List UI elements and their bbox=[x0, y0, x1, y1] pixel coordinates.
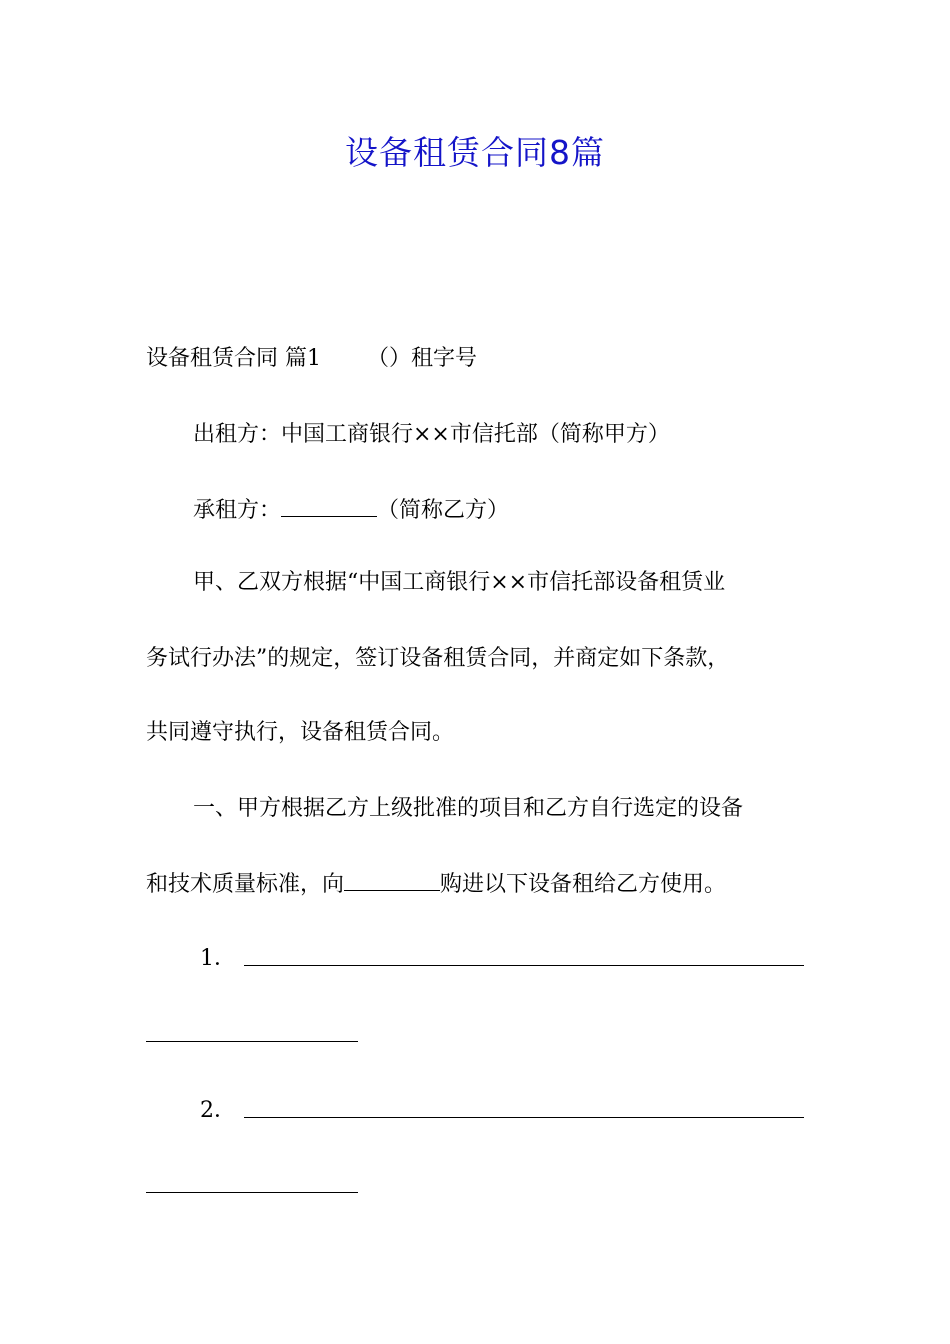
item-blank-line bbox=[244, 1117, 804, 1118]
item-number: 2． bbox=[200, 1098, 236, 1123]
document-title: 设备租赁合同8篇 bbox=[345, 133, 605, 172]
supplier-blank bbox=[344, 868, 440, 891]
lessee-suffix: （简称乙方） bbox=[377, 498, 510, 523]
item-number: 1． bbox=[200, 946, 236, 971]
paragraph-line: 甲、乙双方根据“中国工商银行××市信托部设备租赁业 bbox=[193, 570, 726, 595]
item-blank-line bbox=[244, 965, 804, 966]
paragraph-line: 共同遵守执行，设备租赁合同。 bbox=[146, 720, 455, 745]
clause-text-a: 和技术质量标准，向 bbox=[146, 872, 345, 897]
contract-header-left: 设备租赁合同 篇1 bbox=[146, 346, 321, 371]
paragraph-line: 务试行办法”的规定，签订设备租赁合同，并商定如下条款， bbox=[146, 646, 730, 671]
clause-line bbox=[146, 868, 726, 900]
lessee-blank bbox=[281, 494, 377, 517]
item-blank-line bbox=[146, 1192, 358, 1193]
lessee-line bbox=[193, 494, 509, 526]
contract-number-label: （）租字号 bbox=[367, 346, 478, 371]
contract-header-line bbox=[146, 344, 477, 374]
lessor-line: 出租方：中国工商银行××市信托部（简称甲方） bbox=[193, 422, 670, 447]
lessee-label: 承租方： bbox=[193, 498, 282, 523]
clause-line: 一、甲方根据乙方上级批准的项目和乙方自行选定的设备 bbox=[193, 796, 744, 821]
item-blank-line bbox=[146, 1041, 358, 1042]
clause-text-b: 购进以下设备租给乙方使用。 bbox=[440, 872, 727, 897]
